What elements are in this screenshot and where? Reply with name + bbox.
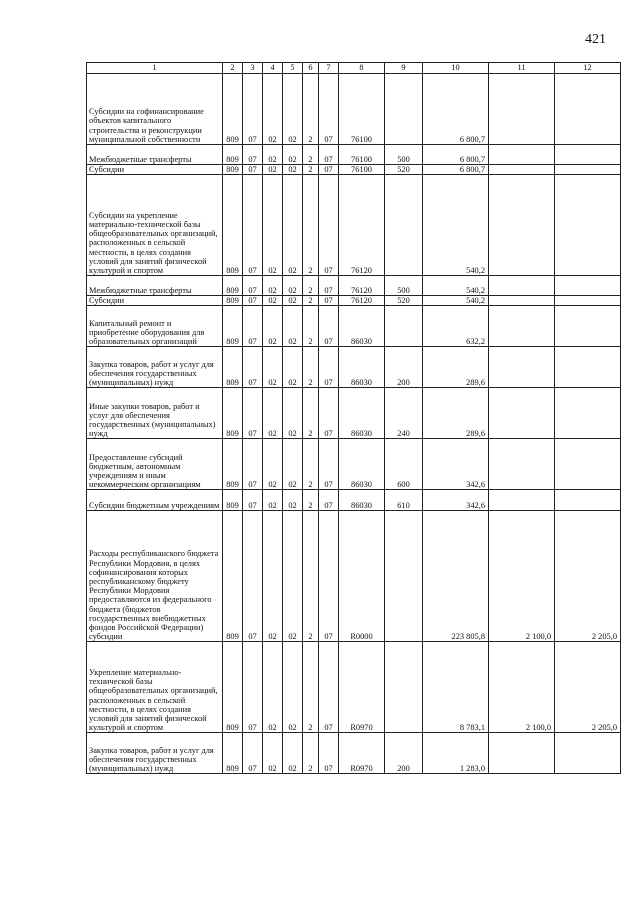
cell-c11 <box>489 439 555 490</box>
cell-c4: 02 <box>263 511 283 642</box>
table-row <box>87 276 621 296</box>
cell-c3: 07 <box>243 347 263 388</box>
cell-c4: 02 <box>263 733 283 774</box>
cell-c5: 02 <box>283 439 303 490</box>
cell-c2: 809 <box>223 276 243 296</box>
table-row <box>87 145 621 165</box>
cell-c10: 8 783,1 <box>423 642 489 733</box>
row-name-cell: Закупка товаров, работ и услуг для обеспечения государственных (муниципальных) нужд <box>87 347 223 388</box>
cell-c8: 76100 <box>339 74 385 145</box>
cell-c4: 02 <box>263 165 283 175</box>
table-row <box>87 175 621 276</box>
cell-c12 <box>555 175 621 276</box>
cell-c9: 610 <box>385 490 423 511</box>
cell-c9: 200 <box>385 733 423 774</box>
cell-c6: 2 <box>303 511 319 642</box>
cell-c8: 86030 <box>339 490 385 511</box>
cell-c12 <box>555 74 621 145</box>
column-header-12: 12 <box>555 63 621 74</box>
cell-c11 <box>489 490 555 511</box>
cell-c11 <box>489 175 555 276</box>
column-header-3: 3 <box>243 63 263 74</box>
cell-c10: 289,6 <box>423 347 489 388</box>
cell-c5: 02 <box>283 388 303 439</box>
cell-c11: 2 100,0 <box>489 511 555 642</box>
table-row <box>87 642 621 733</box>
row-name-cell: Капитальный ремонт и приобретение оборудования для образовательных организаций <box>87 306 223 347</box>
cell-c11 <box>489 145 555 165</box>
cell-c9: 600 <box>385 439 423 490</box>
cell-c9 <box>385 175 423 276</box>
cell-c9: 240 <box>385 388 423 439</box>
table-row <box>87 306 621 347</box>
cell-c8: R0000 <box>339 511 385 642</box>
row-name-cell: Закупка товаров, работ и услуг для обеспечения государственных (муниципальных) нужд <box>87 733 223 774</box>
cell-c4: 02 <box>263 175 283 276</box>
cell-c10: 540,2 <box>423 276 489 296</box>
cell-c6: 2 <box>303 388 319 439</box>
cell-c11 <box>489 733 555 774</box>
cell-c10: 540,2 <box>423 175 489 276</box>
cell-c3: 07 <box>243 511 263 642</box>
cell-c10: 289,6 <box>423 388 489 439</box>
cell-c6: 2 <box>303 347 319 388</box>
cell-c11 <box>489 74 555 145</box>
cell-c5: 02 <box>283 511 303 642</box>
cell-c4: 02 <box>263 347 283 388</box>
cell-c4: 02 <box>263 490 283 511</box>
cell-c11 <box>489 165 555 175</box>
column-header-1: 1 <box>87 63 223 74</box>
cell-c11 <box>489 306 555 347</box>
cell-c3: 07 <box>243 296 263 306</box>
cell-c11 <box>489 296 555 306</box>
cell-c5: 02 <box>283 276 303 296</box>
cell-c10: 342,6 <box>423 439 489 490</box>
row-name-cell: Субсидии <box>87 165 223 175</box>
cell-c2: 809 <box>223 511 243 642</box>
cell-c12: 2 205,0 <box>555 642 621 733</box>
cell-c10: 6 800,7 <box>423 74 489 145</box>
cell-c12 <box>555 145 621 165</box>
cell-c2: 809 <box>223 347 243 388</box>
cell-c7: 07 <box>319 306 339 347</box>
cell-c7: 07 <box>319 642 339 733</box>
cell-c8: 76120 <box>339 276 385 296</box>
cell-c9: 500 <box>385 145 423 165</box>
cell-c6: 2 <box>303 145 319 165</box>
row-name-cell: Субсидии <box>87 296 223 306</box>
cell-c2: 809 <box>223 439 243 490</box>
cell-c4: 02 <box>263 296 283 306</box>
cell-c9 <box>385 74 423 145</box>
cell-c6: 2 <box>303 306 319 347</box>
table-row <box>87 490 621 511</box>
cell-c2: 809 <box>223 490 243 511</box>
cell-c3: 07 <box>243 145 263 165</box>
cell-c2: 809 <box>223 733 243 774</box>
column-header-5: 5 <box>283 63 303 74</box>
cell-c2: 809 <box>223 175 243 276</box>
cell-c9 <box>385 306 423 347</box>
cell-c2: 809 <box>223 74 243 145</box>
cell-c4: 02 <box>263 306 283 347</box>
table-row <box>87 733 621 774</box>
cell-c2: 809 <box>223 306 243 347</box>
table-row <box>87 296 621 306</box>
cell-c10: 223 805,8 <box>423 511 489 642</box>
cell-c9 <box>385 511 423 642</box>
row-name-cell: Предоставление субсидий бюджетным, автономным учреждениям и иным некоммерческим организациям <box>87 439 223 490</box>
cell-c10: 632,2 <box>423 306 489 347</box>
cell-c6: 2 <box>303 165 319 175</box>
cell-c8: 76100 <box>339 145 385 165</box>
cell-c8: 76120 <box>339 175 385 276</box>
cell-c10: 6 800,7 <box>423 165 489 175</box>
cell-c12 <box>555 388 621 439</box>
cell-c12 <box>555 733 621 774</box>
cell-c6: 2 <box>303 439 319 490</box>
cell-c3: 07 <box>243 175 263 276</box>
cell-c3: 07 <box>243 642 263 733</box>
cell-c3: 07 <box>243 388 263 439</box>
cell-c12 <box>555 439 621 490</box>
cell-c7: 07 <box>319 296 339 306</box>
cell-c7: 07 <box>319 276 339 296</box>
cell-c4: 02 <box>263 145 283 165</box>
cell-c8: 76120 <box>339 296 385 306</box>
cell-c5: 02 <box>283 165 303 175</box>
cell-c4: 02 <box>263 276 283 296</box>
cell-c6: 2 <box>303 642 319 733</box>
cell-c12 <box>555 306 621 347</box>
column-header-11: 11 <box>489 63 555 74</box>
cell-c10: 1 283,0 <box>423 733 489 774</box>
cell-c5: 02 <box>283 74 303 145</box>
cell-c5: 02 <box>283 175 303 276</box>
column-header-10: 10 <box>423 63 489 74</box>
cell-c8: R0970 <box>339 733 385 774</box>
header-row <box>87 63 621 74</box>
cell-c7: 07 <box>319 145 339 165</box>
cell-c5: 02 <box>283 490 303 511</box>
table-body <box>87 74 621 774</box>
cell-c2: 809 <box>223 296 243 306</box>
cell-c8: 86030 <box>339 347 385 388</box>
cell-c3: 07 <box>243 490 263 511</box>
cell-c5: 02 <box>283 347 303 388</box>
cell-c11 <box>489 388 555 439</box>
cell-c7: 07 <box>319 490 339 511</box>
table-row <box>87 74 621 145</box>
cell-c9 <box>385 642 423 733</box>
cell-c9: 520 <box>385 165 423 175</box>
cell-c6: 2 <box>303 296 319 306</box>
cell-c11: 2 100,0 <box>489 642 555 733</box>
cell-c6: 2 <box>303 74 319 145</box>
cell-c7: 07 <box>319 74 339 145</box>
cell-c2: 809 <box>223 388 243 439</box>
cell-c3: 07 <box>243 165 263 175</box>
cell-c7: 07 <box>319 347 339 388</box>
cell-c10: 6 800,7 <box>423 145 489 165</box>
cell-c7: 07 <box>319 511 339 642</box>
cell-c12 <box>555 276 621 296</box>
cell-c2: 809 <box>223 145 243 165</box>
row-name-cell: Субсидии бюджетным учреждениям <box>87 490 223 511</box>
cell-c5: 02 <box>283 733 303 774</box>
cell-c5: 02 <box>283 145 303 165</box>
row-name-cell: Субсидии на софинансирование объектов капитального строительства и реконструкции муниципальной собственности <box>87 74 223 145</box>
cell-c3: 07 <box>243 439 263 490</box>
cell-c7: 07 <box>319 733 339 774</box>
column-header-7: 7 <box>319 63 339 74</box>
budget-table <box>86 62 621 774</box>
column-header-8: 8 <box>339 63 385 74</box>
cell-c8: 76100 <box>339 165 385 175</box>
table-row <box>87 165 621 175</box>
cell-c9: 500 <box>385 276 423 296</box>
cell-c8: 86030 <box>339 439 385 490</box>
column-header-4: 4 <box>263 63 283 74</box>
cell-c8: 86030 <box>339 388 385 439</box>
cell-c6: 2 <box>303 733 319 774</box>
cell-c9: 520 <box>385 296 423 306</box>
cell-c11 <box>489 347 555 388</box>
row-name-cell: Межбюджетные трансферты <box>87 276 223 296</box>
table-row <box>87 388 621 439</box>
cell-c4: 02 <box>263 74 283 145</box>
cell-c4: 02 <box>263 388 283 439</box>
cell-c7: 07 <box>319 439 339 490</box>
cell-c3: 07 <box>243 276 263 296</box>
cell-c11 <box>489 276 555 296</box>
cell-c2: 809 <box>223 642 243 733</box>
cell-c8: R0970 <box>339 642 385 733</box>
cell-c3: 07 <box>243 306 263 347</box>
table-row <box>87 511 621 642</box>
cell-c3: 07 <box>243 74 263 145</box>
cell-c5: 02 <box>283 642 303 733</box>
row-name-cell: Расходы республиканского бюджета Республики Мордовия, в целях софинансирования которых республиканскому бюджету Республики Мордовия предоставляются из федерального бюджета (бюджетов государственных внебюджетных фондов Российской Федерации) субсидии <box>87 511 223 642</box>
table-row <box>87 347 621 388</box>
table-row <box>87 439 621 490</box>
cell-c12: 2 205,0 <box>555 511 621 642</box>
cell-c12 <box>555 165 621 175</box>
column-header-9: 9 <box>385 63 423 74</box>
row-name-cell: Субсидии на укрепление материально-технической базы общеобразовательных организаций, расположенных в сельской местности, в целях создания условий для занятий физической культурой и спортом <box>87 175 223 276</box>
cell-c3: 07 <box>243 733 263 774</box>
cell-c5: 02 <box>283 306 303 347</box>
cell-c10: 540,2 <box>423 296 489 306</box>
cell-c6: 2 <box>303 276 319 296</box>
page-number: 421 <box>585 32 606 47</box>
cell-c12 <box>555 347 621 388</box>
column-header-2: 2 <box>223 63 243 74</box>
cell-c10: 342,6 <box>423 490 489 511</box>
cell-c4: 02 <box>263 439 283 490</box>
cell-c5: 02 <box>283 296 303 306</box>
row-name-cell: Укрепление материально-технической базы общеобразовательных организаций, расположенных в сельской местности, в целях создания условий для занятий физической культурой и спортом <box>87 642 223 733</box>
cell-c12 <box>555 296 621 306</box>
cell-c7: 07 <box>319 175 339 276</box>
cell-c4: 02 <box>263 642 283 733</box>
row-name-cell: Иные закупки товаров, работ и услуг для обеспечения государственных (муниципальных) нужд <box>87 388 223 439</box>
cell-c8: 86030 <box>339 306 385 347</box>
cell-c6: 2 <box>303 490 319 511</box>
cell-c2: 809 <box>223 165 243 175</box>
cell-c9: 200 <box>385 347 423 388</box>
cell-c7: 07 <box>319 165 339 175</box>
cell-c6: 2 <box>303 175 319 276</box>
row-name-cell: Межбюджетные трансферты <box>87 145 223 165</box>
cell-c7: 07 <box>319 388 339 439</box>
cell-c12 <box>555 490 621 511</box>
column-header-6: 6 <box>303 63 319 74</box>
